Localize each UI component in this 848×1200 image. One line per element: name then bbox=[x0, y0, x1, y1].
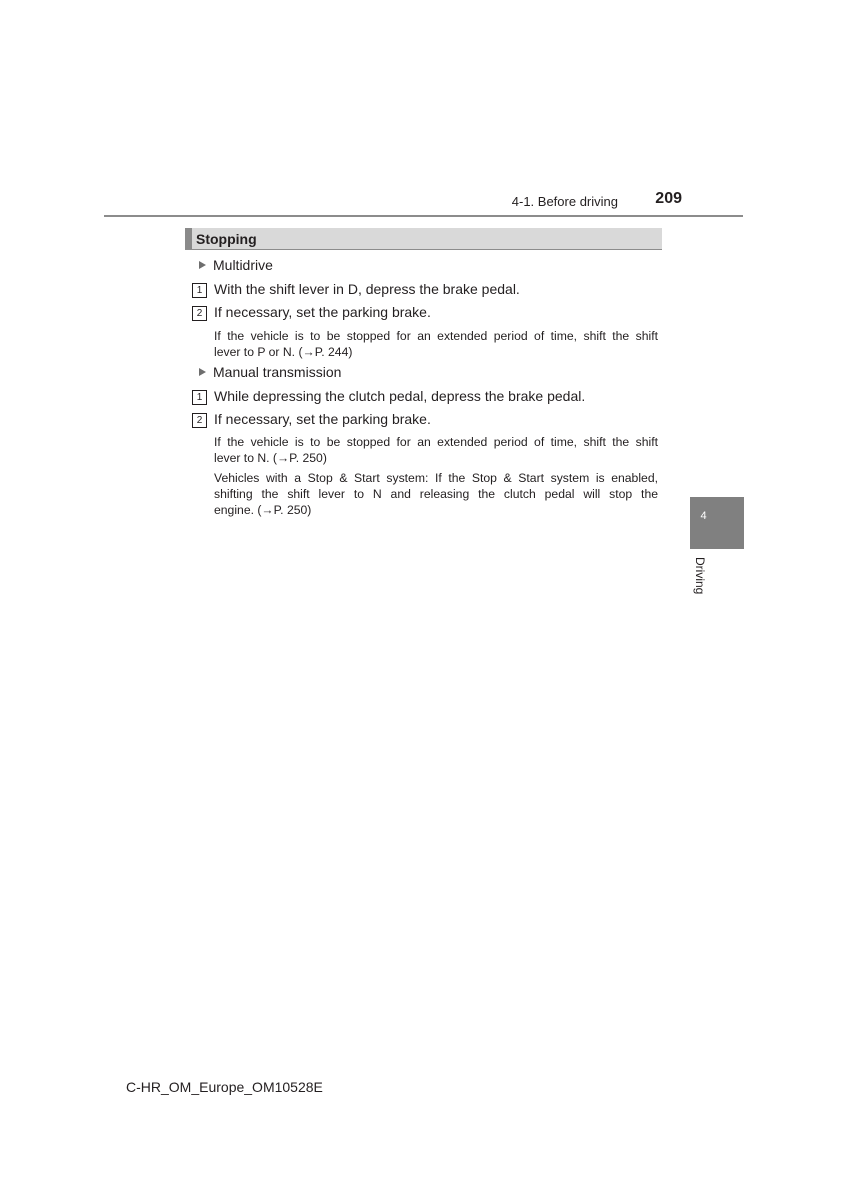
chapter-tab bbox=[690, 497, 744, 549]
note-line: If the vehicle is to be stopped for an extended period of time, shift the shift bbox=[214, 329, 658, 343]
note-manual-2 bbox=[214, 470, 658, 518]
note-line: shifting the shift lever to N and releasing the clutch pedal will stop the bbox=[214, 487, 658, 501]
triangle-right-icon bbox=[199, 261, 206, 269]
header-divider bbox=[104, 215, 743, 217]
bullet-manual-transmission bbox=[199, 364, 341, 382]
step-multidrive-2 bbox=[192, 304, 431, 322]
step-number-box: 1 bbox=[192, 283, 207, 298]
chapter-label: Driving bbox=[693, 557, 707, 595]
note-line: engine. (→P. 250) bbox=[214, 503, 312, 517]
step-multidrive-1 bbox=[192, 281, 520, 299]
step-number-box: 2 bbox=[192, 413, 207, 428]
note-line: If the vehicle is to be stopped for an extended period of time, shift the shift bbox=[214, 435, 658, 449]
header-section-title: 4-1. Before driving bbox=[511, 194, 618, 209]
bullet-label: Multidrive bbox=[213, 257, 273, 273]
triangle-right-icon bbox=[199, 368, 206, 376]
section-title: Stopping bbox=[196, 231, 257, 247]
chapter-number: 4 bbox=[700, 510, 707, 522]
bullet-multidrive bbox=[199, 257, 273, 275]
bullet-label: Manual transmission bbox=[213, 364, 342, 380]
step-manual-2 bbox=[192, 411, 431, 429]
step-text: While depressing the clutch pedal, depress the brake pedal. bbox=[214, 388, 586, 404]
note-manual-1 bbox=[214, 434, 658, 466]
footer-doc-code: C-HR_OM_Europe_OM10528E bbox=[126, 1079, 323, 1095]
step-number-box: 2 bbox=[192, 306, 207, 321]
section-heading-accent bbox=[185, 228, 192, 249]
page-number: 209 bbox=[655, 190, 682, 207]
step-text: With the shift lever in D, depress the brake pedal. bbox=[214, 281, 520, 297]
section-heading-bar bbox=[185, 228, 662, 250]
step-number-box: 1 bbox=[192, 390, 207, 405]
step-manual-1 bbox=[192, 388, 585, 406]
step-text: If necessary, set the parking brake. bbox=[214, 304, 431, 320]
note-line: lever to P or N. (→P. 244) bbox=[214, 345, 353, 359]
step-text: If necessary, set the parking brake. bbox=[214, 411, 431, 427]
note-multidrive bbox=[214, 328, 658, 360]
note-line: Vehicles with a Stop & Start system: If the Stop & Start system is enabled, bbox=[214, 471, 658, 485]
note-line: lever to N. (→P. 250) bbox=[214, 451, 327, 465]
